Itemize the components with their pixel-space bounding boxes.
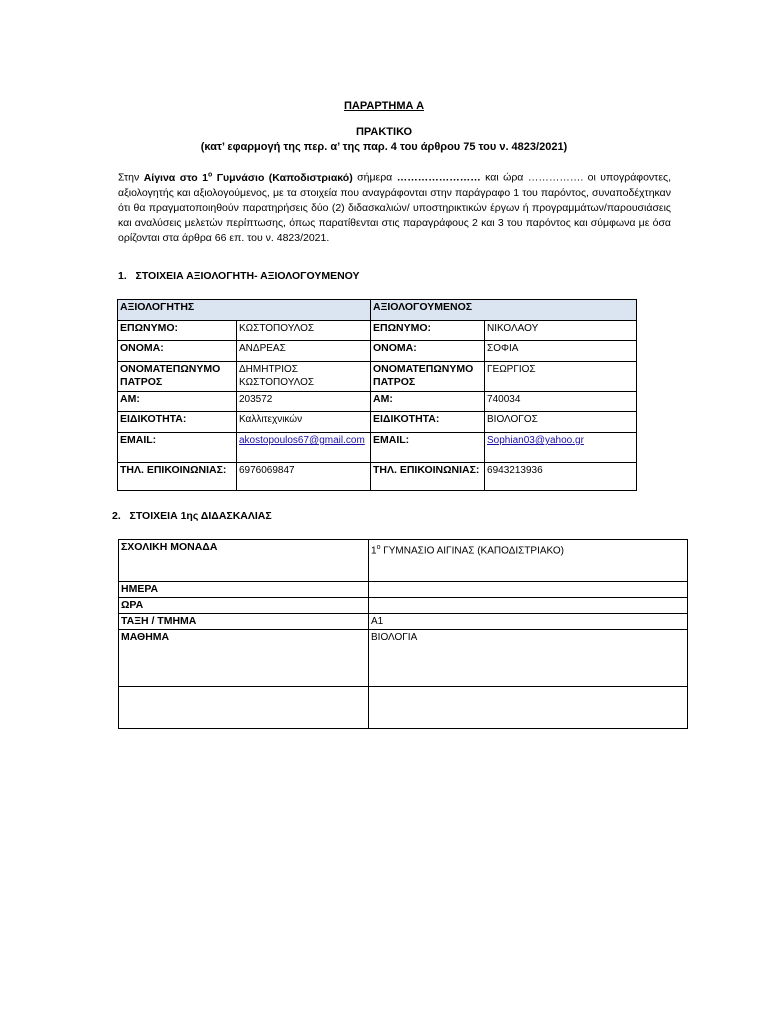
lesson-table: [118, 539, 688, 729]
evaluator-surname: ΚΩΣΤΟΠΟΥΛΟΣ: [237, 321, 371, 341]
intro-place: [144, 172, 353, 184]
school-unit-value: [369, 540, 688, 582]
table-row: [118, 433, 637, 463]
evaluator-father-name: ΔΗΜΗΤΡΙΟΣ ΚΩΣΤΟΠΟΥΛΟΣ: [237, 362, 371, 392]
evaluator-phone: 6976069847: [237, 463, 371, 491]
evaluator-table-header: [118, 300, 637, 321]
table-row: [119, 582, 688, 598]
father-name-label: ΟΝΟΜΑΤΕΠΩΝΥΜΟ ΠΑΤΡΟΣ: [118, 362, 237, 392]
time-value: [369, 598, 688, 614]
empty-label: [119, 687, 369, 729]
evaluated-specialty: ΒΙΟΛΟΓΟΣ: [485, 412, 637, 433]
intro-text-rest: και ώρα ……………. οι υπογράφοντες, αξιολογητής και αξιολογούμενος, με τα στοιχεία που αναγράφονται στην παράγραφο 1 του παρόντος, συναποδέχτηκαν ότι θα πραγματοποιηθούν παρατηρήσεις δύο (2) διδασκαλιών/ υποστηρικτικών έργων ή προγραμμάτων/παρουσιάσεις και αναλύσεις μελετών περίπτωσης, όπως παρατίθενται στις παραγράφους 2 και 3 του παρόντος και σύμφωνα με όσα ορίζονται στα άρθρα 66 επ. του ν. 4823/2021.: [118, 171, 671, 245]
table-row: [118, 412, 637, 433]
evaluator-registry-number: 203572: [237, 392, 371, 412]
intro-paragraph: [118, 167, 671, 247]
section-1-heading: [118, 270, 360, 282]
time-label: ΩΡΑ: [119, 598, 369, 614]
father-name-label: ΟΝΟΜΑΤΕΠΩΝΥΜΟ ΠΑΤΡΟΣ: [371, 362, 485, 392]
specialty-label: ΕΙΔΙΚΟΤΗΤΑ:: [371, 412, 485, 433]
intro-place-text: Αίγινα στο 1: [143, 171, 208, 184]
class-section-label: ΤΑΞΗ / ΤΜΗΜΑ: [119, 614, 369, 630]
day-label: ΗΜΕΡΑ: [119, 582, 369, 598]
evaluated-name: ΣΟΦΙΑ: [485, 341, 637, 362]
surname-label: ΕΠΩΝΥΜΟ:: [371, 321, 485, 341]
specialty-label: ΕΙΔΙΚΟΤΗΤΑ:: [118, 412, 237, 433]
evaluator-table: [117, 299, 637, 491]
evaluator-header: ΑΞΙΟΛΟΓΗΤΗΣ: [118, 300, 371, 321]
school-unit-name: ΓΥΜΝΑΣΙΟ ΑΙΓΙΝΑΣ (ΚΑΠΟΔΙΣΤΡΙΑΚΟ): [380, 545, 564, 557]
table-row: [119, 687, 688, 729]
evaluated-registry-number: 740034: [485, 392, 637, 412]
evaluated-email-cell: [485, 433, 637, 463]
evaluated-surname: ΝΙΚΟΛΑΟΥ: [485, 321, 637, 341]
phone-label: ΤΗΛ. ΕΠΙΚΟΙΝΩΝΙΑΣ:: [118, 463, 237, 491]
table-row: [119, 630, 688, 687]
intro-place-sup: ο: [207, 171, 213, 178]
intro-place-text-2: Γυμνάσιο (Καποδιστριακό): [212, 171, 353, 184]
evaluator-email-cell: [237, 433, 371, 463]
class-section-value: Α1: [369, 614, 688, 630]
intro-text-start: Στην: [118, 171, 144, 184]
name-label: ΟΝΟΜΑ:: [118, 341, 237, 362]
subject-label: ΜΑΘΗΜΑ: [119, 630, 369, 687]
section-1-title: ΣΤΟΙΧΕΙΑ ΑΞΙΟΛΟΓΗΤΗ- ΑΞΙΟΛΟΓΟΥΜΕΝΟΥ: [135, 270, 360, 282]
legal-reference: (κατ’ εφαρμογή της περ. α’ της παρ. 4 του άρθρου 75 του ν. 4823/2021): [200, 141, 568, 153]
evaluator-specialty: Καλλιτεχνικών: [237, 412, 371, 433]
school-unit-sup: ο: [376, 544, 381, 551]
subject-value: ΒΙΟΛΟΓΙΑ: [369, 630, 688, 687]
evaluated-header: ΑΞΙΟΛΟΓΟΥΜΕΝΟΣ: [371, 300, 637, 321]
page-title: ΠΑΡΑΡΤΗΜΑ Α: [343, 100, 425, 112]
table-row: [118, 341, 637, 362]
table-row: [119, 614, 688, 630]
evaluated-father-name: ΓΕΩΡΓΙΟΣ: [485, 362, 637, 392]
phone-label: ΤΗΛ. ΕΠΙΚΟΙΝΩΝΙΑΣ:: [371, 463, 485, 491]
school-unit-label: ΣΧΟΛΙΚΗ ΜΟΝΑΔΑ: [119, 540, 369, 582]
surname-label: ΕΠΩΝΥΜΟ:: [118, 321, 237, 341]
table-row: [118, 362, 637, 392]
table-row: [118, 392, 637, 412]
table-row: [119, 540, 688, 582]
evaluated-phone: 6943213936: [485, 463, 637, 491]
table-row: [118, 463, 637, 491]
empty-value: [369, 687, 688, 729]
evaluator-name: ΑΝΔΡΕΑΣ: [237, 341, 371, 362]
email-label: EMAIL:: [371, 433, 485, 463]
name-label: ΟΝΟΜΑ:: [371, 341, 485, 362]
section-1-number: 1.: [118, 270, 127, 282]
intro-text-today: σήμερα: [352, 171, 397, 184]
section-2-heading: [112, 510, 272, 522]
email-label: EMAIL:: [118, 433, 237, 463]
day-value: [369, 582, 688, 598]
section-2-title: ΣΤΟΙΧΕΙΑ 1ης ΔΙΔΑΣΚΑΛΙΑΣ: [129, 510, 272, 522]
section-2-number: 2.: [112, 510, 121, 522]
evaluator-email-link[interactable]: akostopoulos67@gmail.com: [239, 435, 365, 446]
school-unit-number: 1: [371, 545, 377, 557]
evaluated-email-link[interactable]: Sophian03@yahoo.gr: [487, 435, 584, 446]
registry-number-label: ΑΜ:: [118, 392, 237, 412]
table-row: [119, 598, 688, 614]
intro-date-dots: ……………………: [396, 171, 481, 184]
registry-number-label: ΑΜ:: [371, 392, 485, 412]
document-subtitle: ΠΡΑΚΤΙΚΟ: [355, 126, 413, 138]
table-row: [118, 321, 637, 341]
